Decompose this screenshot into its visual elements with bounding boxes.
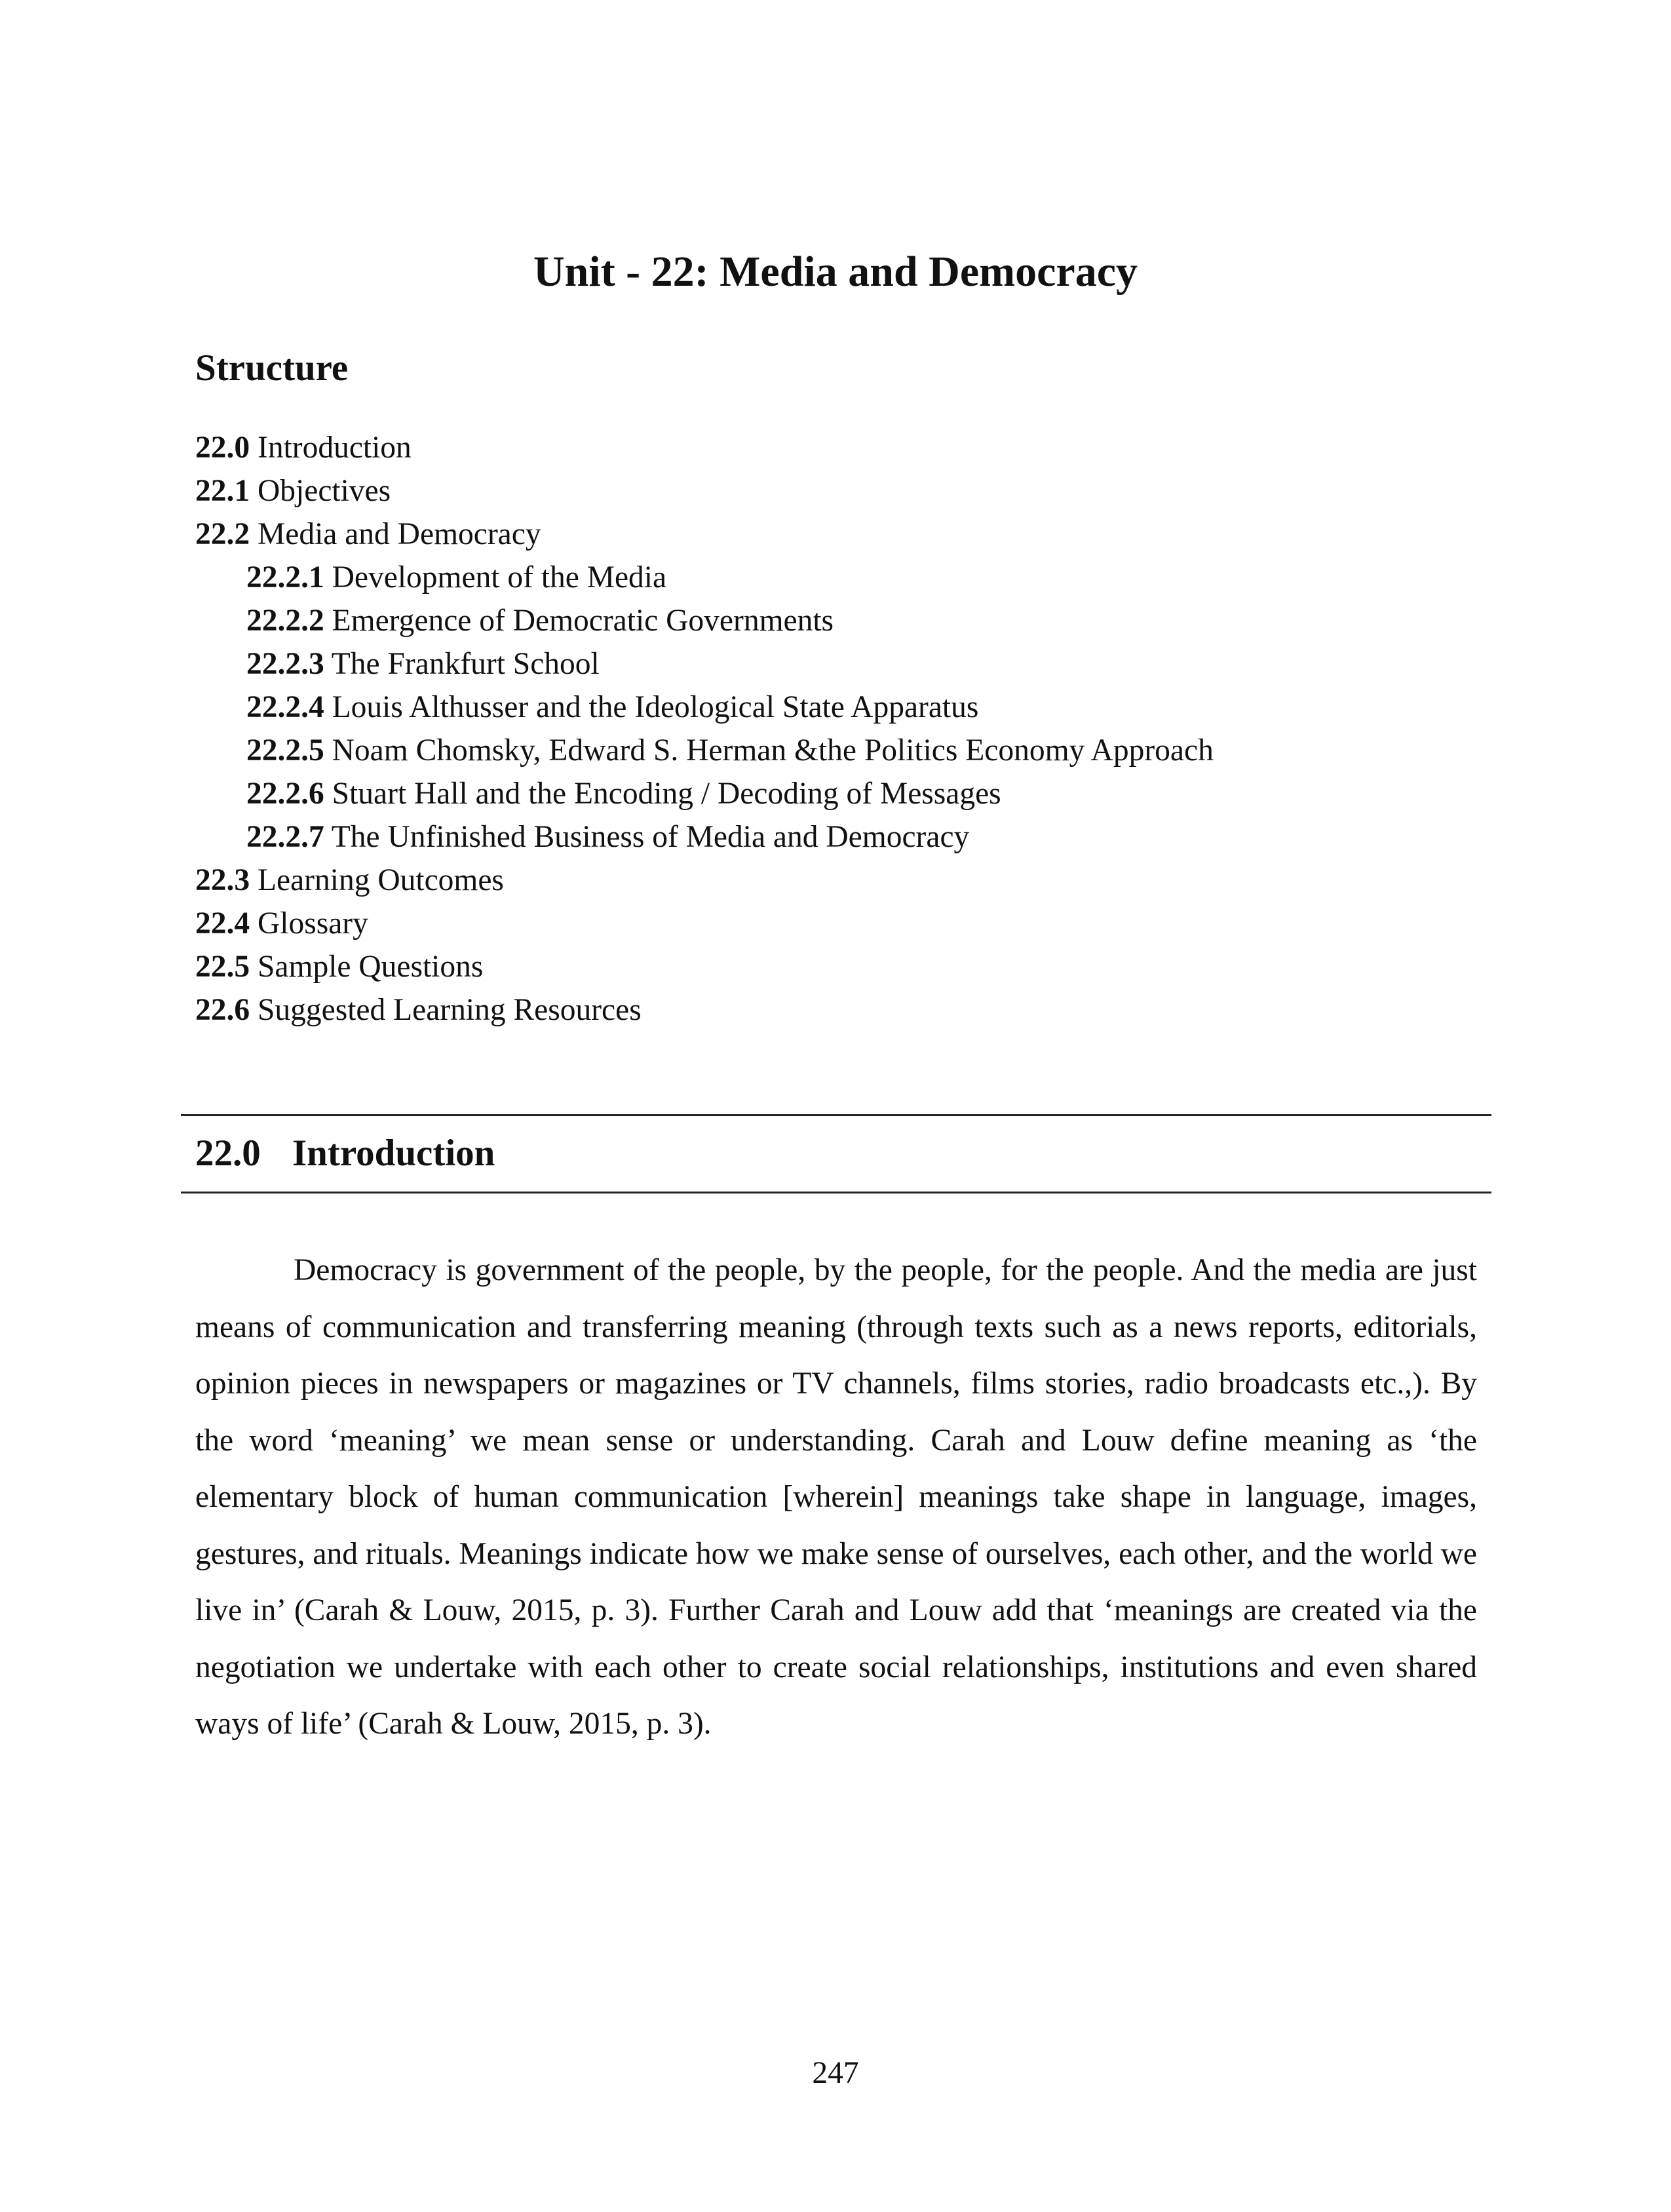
section-number: 22.0 <box>195 1133 261 1174</box>
table-of-contents <box>195 426 1214 1032</box>
toc-subitem <box>195 729 1214 772</box>
toc-item-number: 22.2.6 <box>246 777 324 811</box>
toc-subitem <box>195 642 1214 686</box>
section-heading <box>195 1127 495 1180</box>
toc-item-number: 22.4 <box>195 906 250 941</box>
toc-item <box>195 426 1214 469</box>
toc-item-number: 22.2.4 <box>246 690 324 724</box>
toc-item-label: Stuart Hall and the Encoding / Decoding of Messages <box>332 777 1001 811</box>
toc-subitem <box>195 556 1214 599</box>
toc-item-label: Media and Democracy <box>258 517 541 551</box>
toc-item <box>195 988 1214 1032</box>
section-title: Introduction <box>292 1133 495 1174</box>
intro-paragraph: Democracy is government of the people, by the people, for the people. And the media are just means of communication and transferring meaning (through texts such as a news reports, editorials, opinion pieces in newspapers or magazines or TV channels, films stories, radio broadcasts etc.,). By the word ‘meaning’ we mean sense or understanding. Carah and Louw define meaning as ‘the elementary block of human communication [wherein] meanings take shape in language, images, gestures, and rituals. Meanings indicate how we make sense of ourselves, each other, and the world we live in’ (Carah & Louw, 2015, p. 3). Further Carah and Louw add that ‘meanings are created via the negotiation we undertake with each other to create social relationships, institutions and even shared ways of life’ (Carah & Louw, 2015, p. 3). <box>195 1253 1477 1741</box>
toc-item-number: 22.2.2 <box>246 604 324 638</box>
toc-item-label: Sample Questions <box>258 950 484 984</box>
toc-item-number: 22.1 <box>195 474 250 508</box>
section-divider-bottom <box>181 1192 1491 1193</box>
toc-item-label: Louis Althusser and the Ideological State Apparatus <box>332 690 979 724</box>
toc-item-number: 22.5 <box>195 950 250 984</box>
structure-heading: Structure <box>195 347 349 389</box>
toc-subitem <box>195 599 1214 642</box>
page-number: 247 <box>812 2056 859 2090</box>
toc-item-label: Noam Chomsky, Edward S. Herman &the Politics Economy Approach <box>332 733 1214 767</box>
section-divider-top <box>181 1114 1491 1116</box>
toc-item-number: 22.2.1 <box>246 560 324 594</box>
toc-item-number: 22.3 <box>195 863 250 897</box>
toc-item-label: Emergence of Democratic Governments <box>332 604 834 638</box>
toc-item <box>195 469 1214 513</box>
toc-item-number: 22.0 <box>195 431 250 465</box>
toc-item-label: Glossary <box>258 906 368 941</box>
toc-item <box>195 859 1214 902</box>
toc-item-label: Suggested Learning Resources <box>258 993 642 1027</box>
toc-subitem <box>195 686 1214 729</box>
toc-item-number: 22.2 <box>195 517 250 551</box>
unit-title: Unit - 22: Media and Democracy <box>533 248 1138 296</box>
toc-item-label: The Frankfurt School <box>331 647 600 681</box>
toc-item <box>195 902 1214 945</box>
toc-item-number: 22.2.3 <box>246 647 324 681</box>
toc-item-label: Development of the Media <box>332 560 667 594</box>
toc-item-number: 22.6 <box>195 993 250 1027</box>
toc-item-number: 22.2.7 <box>246 820 324 854</box>
toc-item-label: Introduction <box>258 431 412 465</box>
toc-subitem <box>195 772 1214 815</box>
toc-item-label: Learning Outcomes <box>258 863 504 897</box>
toc-subitem <box>195 815 1214 859</box>
toc-item <box>195 513 1214 556</box>
toc-item-label: The Unfinished Business of Media and Democracy <box>331 820 970 854</box>
toc-item-number: 22.2.5 <box>246 733 324 767</box>
toc-item-label: Objectives <box>258 474 391 508</box>
toc-item <box>195 945 1214 988</box>
